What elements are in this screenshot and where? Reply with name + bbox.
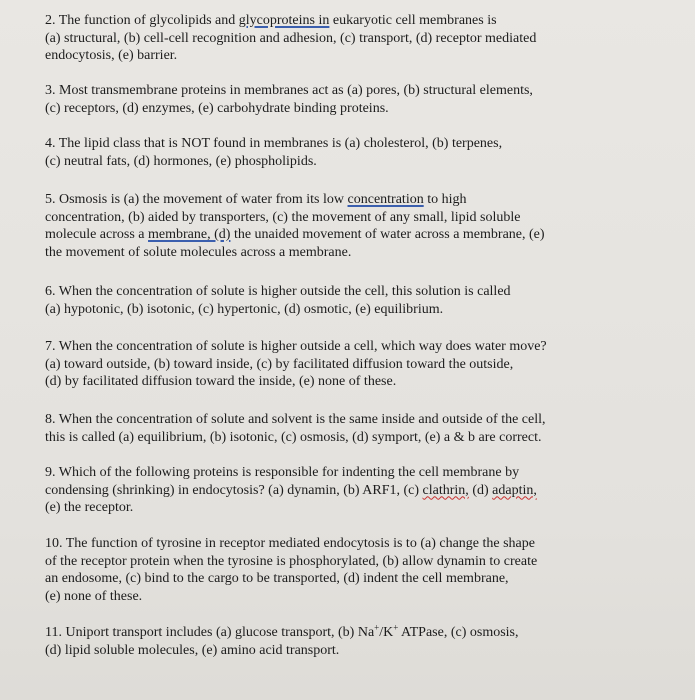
superscript-plus: + [374, 622, 380, 633]
question-3 [45, 82, 645, 117]
question-line: 9. Which of the following proteins is responsible for indenting the cell membrane by [45, 465, 520, 480]
question-line: endocytosis, (e) barrier. [45, 48, 178, 63]
question-9 [45, 464, 645, 517]
question-line: an endosome, (c) bind to the cargo to be transported, (d) indent the cell membrane, [45, 571, 509, 586]
question-line: 5. Osmosis is (a) the movement of water from its low concentration to high [45, 192, 467, 207]
question-line: 3. Most transmembrane proteins in membranes act as (a) pores, (b) structural elements, [45, 83, 533, 98]
question-line: (c) receptors, (d) enzymes, (e) carbohydrate binding proteins. [45, 100, 389, 116]
misspelled-word: adaptin, [492, 482, 537, 498]
superscript-plus: + [393, 622, 399, 633]
question-7 [45, 338, 645, 391]
question-line: 8. When the concentration of solute and solvent is the same inside and outside of the cell, [45, 412, 546, 427]
question-line: 2. The function of glycolipids and glycoproteins in eukaryotic cell membranes is [45, 13, 497, 28]
question-line: (a) toward outside, (b) toward inside, (c) by facilitated diffusion toward the outside, [45, 356, 514, 372]
question-line: (e) the receptor. [45, 500, 134, 515]
question-line: (a) hypotonic, (b) isotonic, (c) hypertonic, (d) osmotic, (e) equilibrium. [45, 301, 444, 317]
question-line: (d) by facilitated diffusion toward the inside, (e) none of these. [45, 374, 397, 389]
question-line: (c) neutral fats, (d) hormones, (e) phospholipids. [45, 153, 317, 169]
question-line: concentration, (b) aided by transporters, (c) the movement of any small, lipid soluble [45, 209, 521, 225]
question-line: (e) none of these. [45, 588, 143, 604]
question-4 [45, 135, 645, 170]
question-line: condensing (shrinking) in endocytosis? (a) dynamin, (b) ARF1, (c) clathrin, (d) adaptin, [45, 482, 537, 498]
underlined-text: glycoproteins in [238, 13, 330, 28]
question-line: 10. The function of tyrosine in receptor mediated endocytosis is to (a) change the shape [45, 536, 535, 551]
question-10 [45, 535, 645, 605]
question-line: this is called (a) equilibrium, (b) isotonic, (c) osmosis, (d) symport, (e) a & b are correct. [45, 429, 542, 445]
question-line: (a) structural, (b) cell-cell recognition and adhesion, (c) transport, (d) receptor mediated [45, 30, 537, 46]
question-line: of the receptor protein when the tyrosine is phosphorylated, (b) allow dynamin to create [45, 553, 538, 569]
misspelled-word: clathrin, [422, 482, 469, 498]
question-5 [45, 191, 645, 261]
question-line: molecule across a membrane, (d) the unaided movement of water across a membrane, (e) [45, 227, 545, 242]
question-line: 7. When the concentration of solute is higher outside a cell, which way does water move? [45, 339, 547, 354]
question-2 [45, 12, 645, 65]
question-8 [45, 411, 645, 446]
underlined-text: membrane, (d) [148, 227, 231, 242]
question-line: 6. When the concentration of solute is higher outside the cell, this solution is called [45, 284, 511, 299]
question-line: (d) lipid soluble molecules, (e) amino acid transport. [45, 642, 340, 658]
question-line: 11. Uniport transport includes (a) glucose transport, (b) Na+/K+ ATPase, (c) osmosis, [45, 622, 519, 640]
question-line: 4. The lipid class that is NOT found in membranes is (a) cholesterol, (b) terpenes, [45, 136, 503, 151]
question-11 [45, 624, 645, 659]
question-line: the movement of solute molecules across a membrane. [45, 244, 352, 260]
underlined-text: concentration [347, 192, 424, 207]
question-6 [45, 283, 645, 318]
